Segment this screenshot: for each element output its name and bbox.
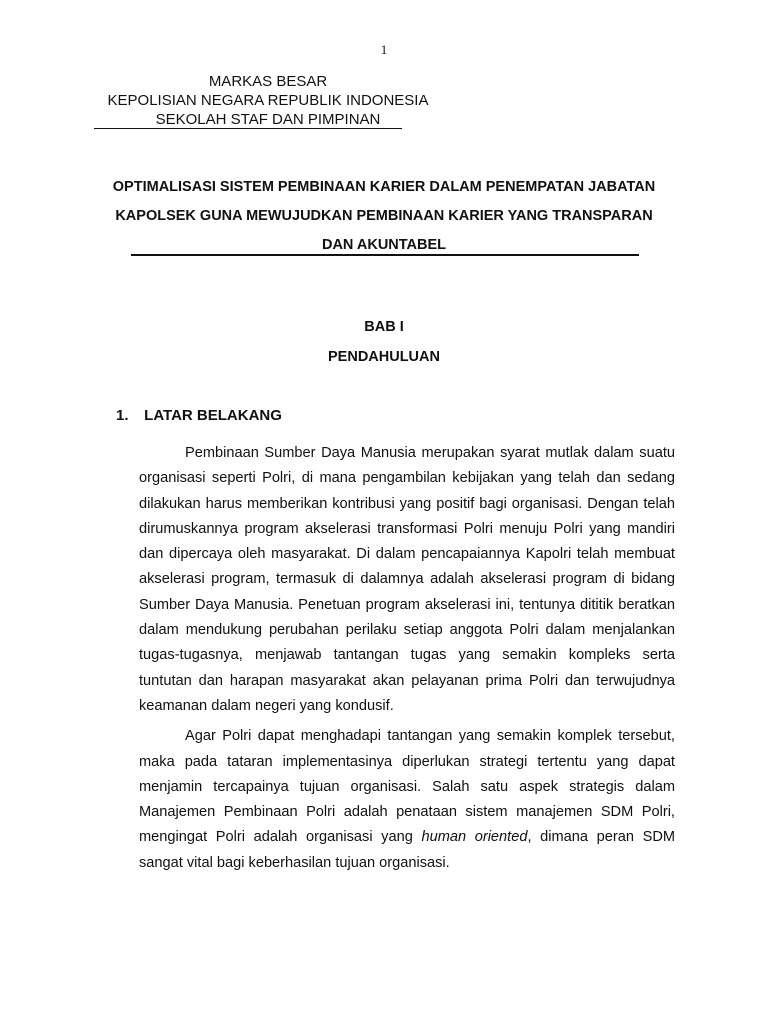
- section-heading: [116, 404, 282, 428]
- title-line-3: DAN AKUNTABEL: [321, 237, 447, 253]
- paragraph-2: [139, 724, 675, 876]
- title-line-2: KAPOLSEK GUNA MEWUJUDKAN PEMBINAAN KARIER YANG TRANSPARAN: [115, 208, 653, 224]
- chapter-name: PENDAHULUAN: [328, 349, 440, 365]
- header-underline: [94, 128, 402, 129]
- body-text: [139, 441, 675, 881]
- title-underline: [131, 254, 639, 256]
- chapter-heading: [0, 312, 768, 372]
- page-number: 1: [380, 42, 388, 57]
- section-title: LATAR BELAKANG: [144, 407, 282, 424]
- document-title: [88, 173, 680, 260]
- header-line-2: KEPOLISIAN NEGARA REPUBLIK INDONESIA: [107, 92, 429, 109]
- paragraph-2-text-start: Agar Polri dapat menghadapi tantangan yang semakin komplek tersebut, maka pada tataran implementasinya diperlukan strategi tertentu yang dapat menjamin tercapainya tujuan organisasi. Salah satu aspek strategis dalam Manajemen Pembinaan Polri adalah penataan sistem manajemen SDM Polri, mengingat Polri adalah organisasi yang: [139, 728, 675, 846]
- title-line-1: OPTIMALISASI SISTEM PEMBINAAN KARIER DALAM PENEMPATAN JABATAN: [112, 179, 656, 195]
- header-line-3: SEKOLAH STAF DAN PIMPINAN: [155, 111, 381, 128]
- paragraph-1: Pembinaan Sumber Daya Manusia merupakan syarat mutlak dalam suatu organisasi seperti Polri, di mana pengambilan kebijakan yang telah dan sedang dilakukan harus memberikan kontribusi yang positif bagi organisasi. Dengan telah dirumuskannya program akselerasi transformasi Polri menuju Polri yang mandiri dan dipercaya oleh masyarakat. Di dalam pencapaiannya Kapolri telah membuat akselerasi program, termasuk di dalamnya adalah akselerasi program di bidang Sumber Daya Manusia. Penetuan program akselerasi ini, tentunya dititik beratkan dalam mendukung perubahan perilaku setiap anggota Polri dalam menjalankan tugas-tugasnya, menjawab tantangan tugas yang semakin kompleks serta tuntutan dan harapan masyarakat akan pelayanan prima Polri dan terwujudnya keamanan dalam negeri yang kondusif.: [139, 445, 675, 714]
- paragraph-2-text-end: , dimana peran SDM sangat vital bagi keberhasilan tujuan organisasi.: [139, 829, 676, 871]
- paragraph-2-italic-term: human oriented: [421, 829, 528, 846]
- header-line-1: MARKAS BESAR: [208, 73, 328, 90]
- section-number: 1.: [116, 407, 129, 424]
- institution-header: [94, 72, 442, 129]
- chapter-number: BAB I: [364, 319, 404, 335]
